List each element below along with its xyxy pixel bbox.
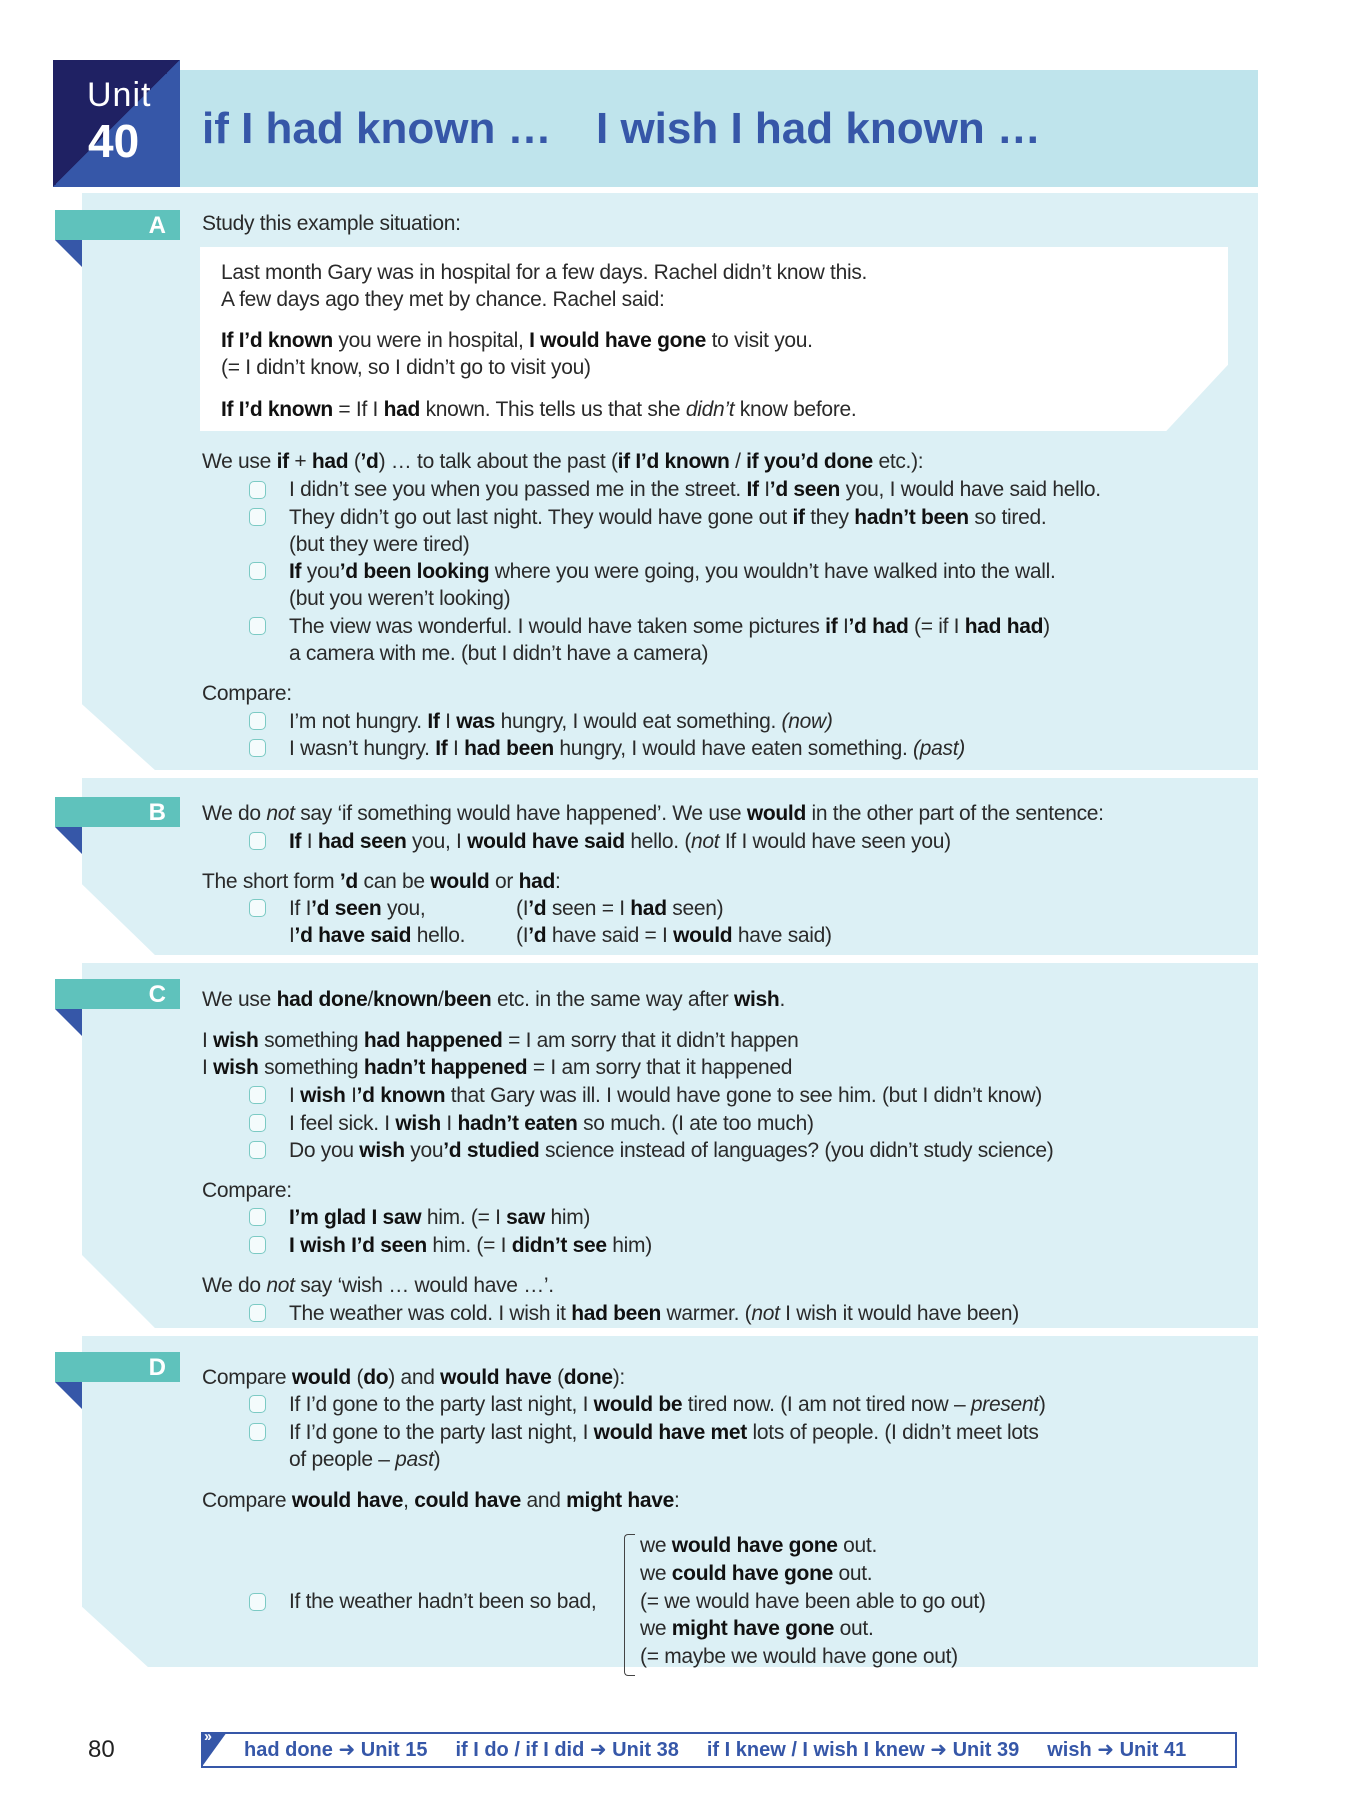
- bullet-icon: [249, 1395, 266, 1413]
- section-c-def-2: I wish something hadn’t happened = I am sorry that it happened: [202, 1056, 793, 1079]
- section-c-not-example: The weather was cold. I wish it had been warmer. (not I wish it would have been): [289, 1302, 1019, 1325]
- section-b-fold: [55, 827, 82, 854]
- section-d-option-1: we would have gone out.: [640, 1534, 878, 1557]
- section-b-row-2-left: I’d have said hello.: [289, 924, 466, 947]
- section-d-option-3: (= we would have been able to go out): [640, 1590, 986, 1613]
- section-b-row-1-left: If I’d seen you,: [289, 897, 426, 920]
- section-c-tab: C: [55, 979, 180, 1009]
- bullet-icon: [249, 1304, 266, 1322]
- section-c-example-2: I feel sick. I wish I hadn’t eaten so much. (I ate too much): [289, 1112, 814, 1135]
- section-a-fold: [55, 240, 82, 267]
- section-c-compare-2: I wish I’d seen him. (= I didn’t see him): [289, 1234, 652, 1257]
- section-c-compare-1: I’m glad I saw him. (= I saw him): [289, 1206, 591, 1229]
- example-line-3: If I’d known you were in hospital, I would have gone to visit you.: [221, 329, 813, 352]
- section-d-fold: [55, 1382, 82, 1409]
- section-a-example-4b: a camera with me. (but I didn’t have a camera): [289, 642, 709, 665]
- double-chevron-icon: ››: [204, 1728, 210, 1745]
- link-unit-41[interactable]: wish ➜ Unit 41: [1047, 1739, 1187, 1761]
- example-line-2: A few days ago they met by chance. Rachel said:: [221, 288, 665, 311]
- section-c-def-1: I wish something had happened = I am sorry that it didn’t happen: [202, 1029, 799, 1052]
- section-b-short-form: The short form ’d can be would or had:: [202, 870, 561, 893]
- example-line-4: (= I didn’t know, so I didn’t go to visit you): [221, 356, 591, 379]
- section-d-option-2: we could have gone out.: [640, 1562, 873, 1585]
- bullet-icon: [249, 712, 266, 730]
- link-unit-15[interactable]: had done ➜ Unit 15: [244, 1739, 428, 1761]
- section-a-tab: A: [55, 210, 180, 240]
- bullet-icon: [249, 617, 266, 635]
- link-unit-39[interactable]: if I knew / I wish I knew ➜ Unit 39: [706, 1739, 1020, 1761]
- bullet-icon: [249, 899, 266, 917]
- section-c-rule: We use had done/known/been etc. in the same way after wish.: [202, 988, 785, 1011]
- section-a-example-1: I didn’t see you when you passed me in the street. If I’d seen you, I would have said hello.: [289, 478, 1101, 501]
- bullet-icon: [249, 562, 266, 580]
- section-d-example-1: If I’d gone to the party last night, I would be tired now. (I am not tired now – present): [289, 1393, 1046, 1416]
- bullet-icon: [249, 508, 266, 526]
- unit-number: 40: [88, 115, 140, 167]
- section-a-example-2b: (but they were tired): [289, 533, 470, 556]
- bullet-icon: [249, 1236, 266, 1254]
- section-d-example-2b: of people – past): [289, 1448, 441, 1471]
- bullet-icon: [249, 1086, 266, 1104]
- section-d-condition: If the weather hadn’t been so bad,: [289, 1590, 597, 1613]
- bullet-icon: [249, 1141, 266, 1159]
- section-d-compare2: Compare would have, could have and might have:: [202, 1489, 680, 1512]
- page-number: 80: [88, 1736, 115, 1763]
- bullet-icon: [249, 1423, 266, 1441]
- link-unit-38[interactable]: if I do / if I did ➜ Unit 38: [455, 1739, 679, 1761]
- section-a-rule: We use if + had (’d) … to talk about the past (if I’d known / if you’d done etc.):: [202, 450, 924, 473]
- bullet-icon: [249, 739, 266, 757]
- section-c-compare-label: Compare:: [202, 1179, 292, 1202]
- section-d-example-2: If I’d gone to the party last night, I would have met lots of people. (I didn’t meet lots: [289, 1421, 1039, 1444]
- section-a-compare-1: I’m not hungry. If I was hungry, I would eat something. (now): [289, 710, 833, 733]
- section-b-row-2-right: (I’d have said = I would have said): [516, 924, 832, 947]
- section-c-fold: [55, 1009, 82, 1036]
- example-line-1: Last month Gary was in hospital for a few days. Rachel didn’t know this.: [221, 261, 868, 284]
- section-d-option-5: (= maybe we would have gone out): [640, 1645, 958, 1668]
- example-line-5: If I’d known = If I had known. This tells us that she didn’t know before.: [221, 398, 857, 421]
- page-title-part2: I wish I had known …: [596, 104, 1041, 153]
- section-b-rule: We do not say ‘if something would have happened’. We use would in the other part of the sentence:: [202, 802, 1104, 825]
- bullet-icon: [249, 1208, 266, 1226]
- section-b-row-1-right: (I’d seen = I had seen): [516, 897, 724, 920]
- section-b-tab: B: [55, 797, 180, 827]
- page-title-part1: if I had known …: [202, 104, 552, 153]
- section-c-example-3: Do you wish you’d studied science instead of languages? (you didn’t study science): [289, 1139, 1054, 1162]
- cross-reference-links: [244, 1737, 1186, 1762]
- section-a-example-2: They didn’t go out last night. They would have gone out if they hadn’t been so tired.: [289, 506, 1047, 529]
- section-d-option-4: we might have gone out.: [640, 1617, 874, 1640]
- section-a-example-3: If you’d been looking where you were going, you wouldn’t have walked into the wall.: [289, 560, 1056, 583]
- section-a-intro: Study this example situation:: [202, 212, 461, 235]
- bullet-icon: [249, 481, 266, 499]
- brace-icon: [624, 1534, 635, 1676]
- bullet-icon: [249, 1593, 266, 1611]
- section-c-example-1: I wish I’d known that Gary was ill. I would have gone to see him. (but I didn’t know): [289, 1084, 1043, 1107]
- section-a-example-4: The view was wonderful. I would have taken some pictures if I’d had (= if I had had): [289, 615, 1050, 638]
- bullet-icon: [249, 1114, 266, 1132]
- section-d-tab: D: [55, 1352, 180, 1382]
- section-b-example: If I had seen you, I would have said hello. (not If I would have seen you): [289, 830, 951, 853]
- bullet-icon: [249, 832, 266, 850]
- section-a-example-3b: (but you weren’t looking): [289, 587, 511, 610]
- unit-label: Unit: [87, 76, 152, 114]
- section-a-compare-2: I wasn’t hungry. If I had been hungry, I would have eaten something. (past): [289, 737, 965, 760]
- section-d-rule: Compare would (do) and would have (done):: [202, 1366, 625, 1389]
- section-c-not-say: We do not say ‘wish … would have …’.: [202, 1274, 554, 1297]
- section-a-compare-label: Compare:: [202, 682, 292, 705]
